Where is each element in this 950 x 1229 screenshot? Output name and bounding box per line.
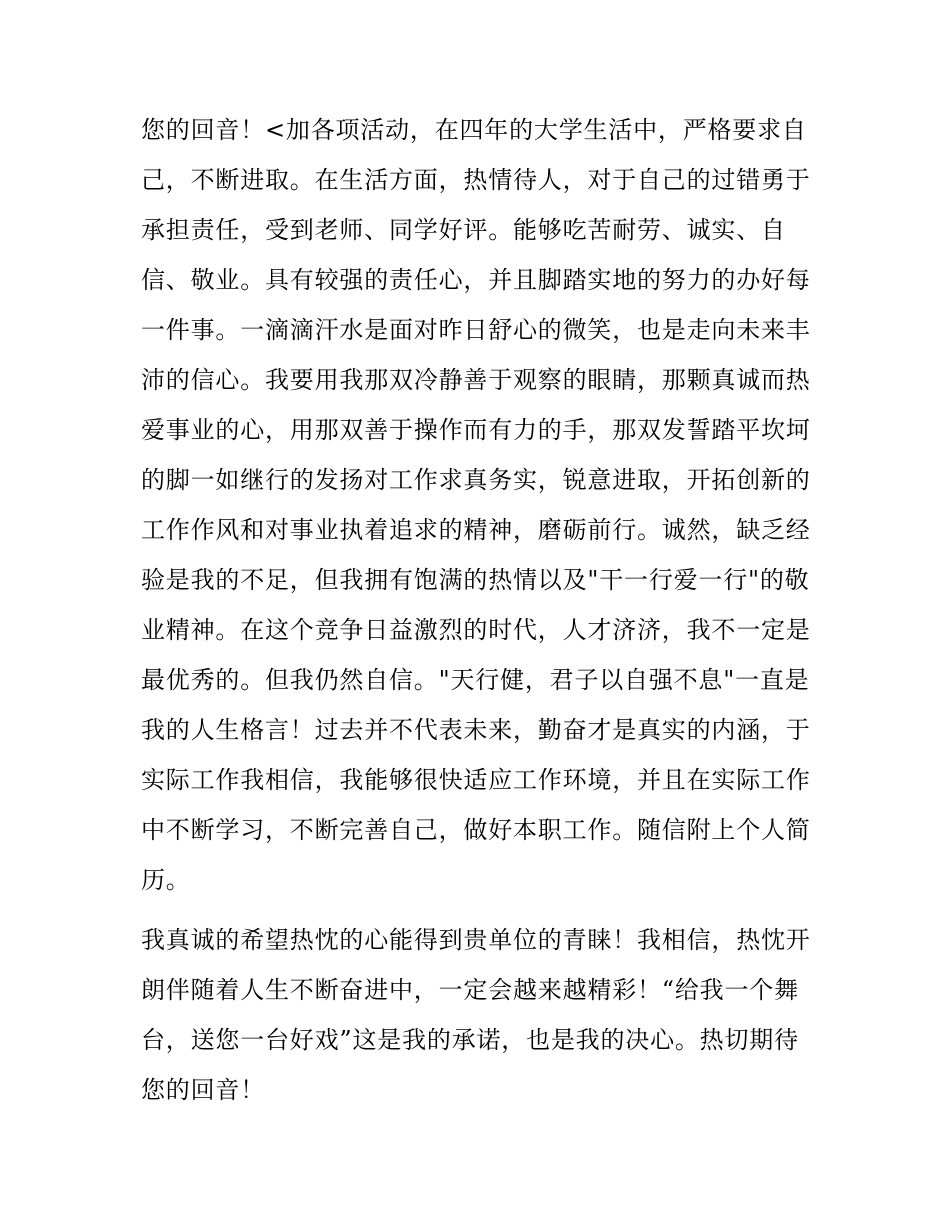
text-line: 爱事业的心，用那双善于操作而有力的手，那双发誓踏平坎坷 [141, 416, 811, 444]
text-line: 最优秀的。但我仍然自信。"天行健，君子以自强不息"一直是 [141, 666, 810, 694]
text-line: 工作作风和对事业执着追求的精神，磨砺前行。诚然，缺乏经 [141, 516, 811, 544]
text-line: 一件事。一滴滴汗水是面对昨日舒心的微笑，也是走向未来丰 [141, 316, 811, 344]
text-line: 历。 [141, 866, 191, 894]
text-line: 沛的信心。我要用我那双冷静善于观察的眼睛，那颗真诚而热 [141, 366, 811, 394]
text-line: 您的回音！ [141, 1076, 265, 1104]
text-line: 业精神。在这个竞争日益激烈的时代，人才济济，我不一定是 [141, 616, 811, 644]
text-line: 己，不断进取。在生活方面，热情待人，对于自己的过错勇于 [141, 166, 811, 194]
text-line: 承担责任，受到老师、同学好评。能够吃苦耐劳、诚实、自 [141, 216, 786, 244]
text-line: 我真诚的希望热忱的心能得到贵单位的青睐！我相信，热忱开 [141, 926, 811, 954]
text-line: 验是我的不足，但我拥有饱满的热情以及"干一行爱一行"的敬 [141, 566, 810, 594]
text-line: 朗伴随着人生不断奋进中，一定会越来越精彩！“给我一个舞 [141, 976, 799, 1004]
text-line: 台，送您一台好戏”这是我的承诺，也是我的决心。热切期待 [141, 1026, 799, 1054]
text-line: 信、敬业。具有较强的责任心，并且脚踏实地的努力的办好每 [141, 266, 811, 294]
text-line: 中不断学习，不断完善自己，做好本职工作。随信附上个人简 [141, 816, 811, 844]
text-line: 实际工作我相信，我能够很快适应工作环境，并且在实际工作 [141, 766, 811, 794]
text-line: 的脚一如继行的发扬对工作求真务实，锐意进取，开拓创新的 [141, 466, 811, 494]
text-line: 我的人生格言！过去并不代表未来，勤奋才是真实的内涵，于 [141, 716, 811, 744]
text-line: 您的回音！<加各项活动，在四年的大学生活中，严格要求自 [141, 116, 807, 144]
